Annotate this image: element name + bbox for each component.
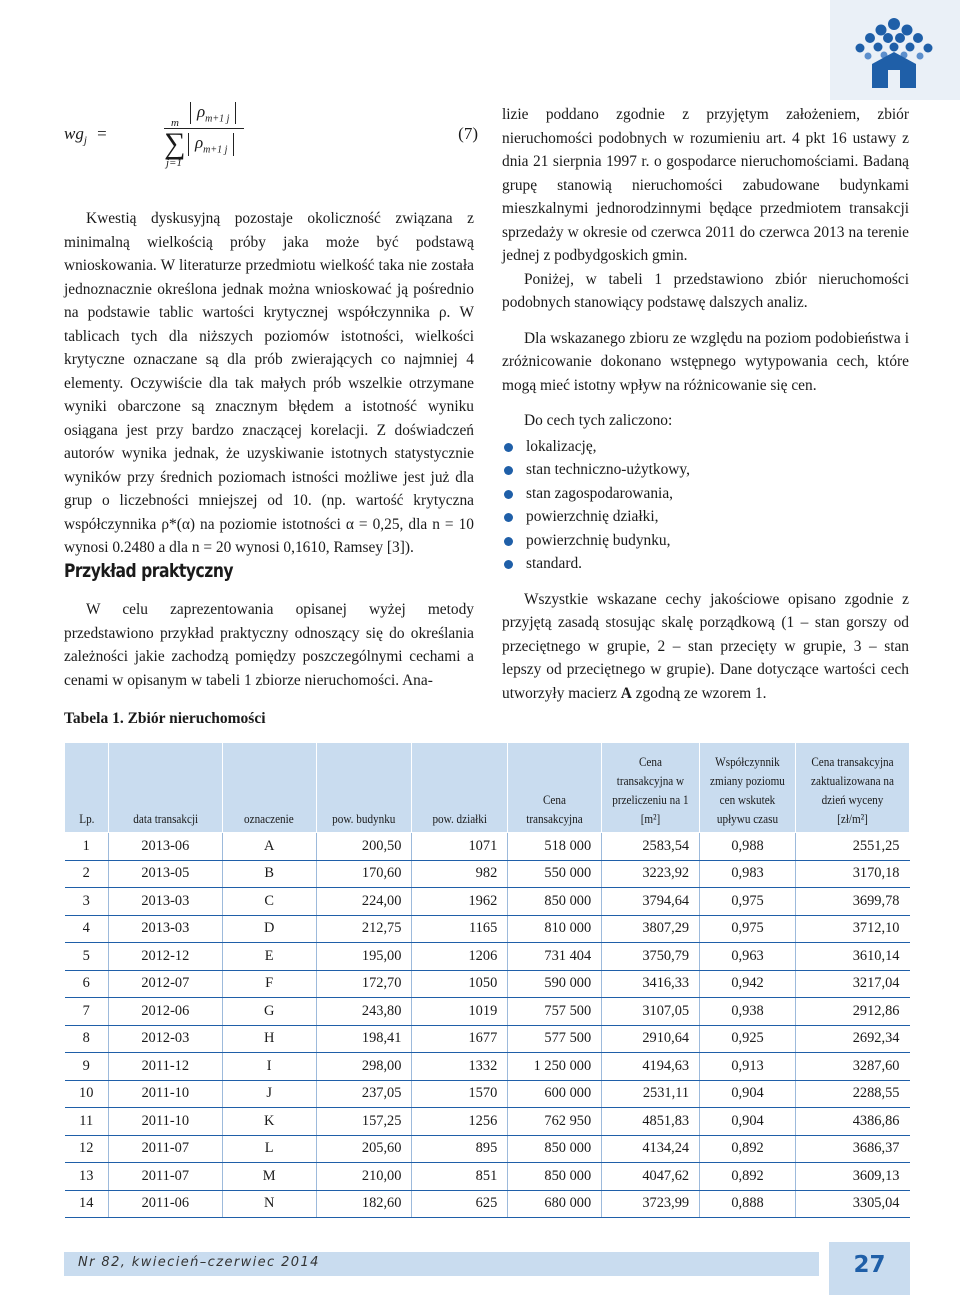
right-paragraph-2: Poniżej, w tabeli 1 przedstawiono zbiór nieruchomości podobnych stanowiący podstawę dalszych analiz. (502, 270, 909, 311)
table-cell: 237,05 (316, 1080, 412, 1108)
table-cell: 3686,37 (796, 1135, 910, 1163)
table-cell: 3217,04 (796, 970, 910, 998)
table-cell: 12 (65, 1135, 109, 1163)
feature-list-item: powierzchnię działki, (502, 505, 909, 529)
table-cell: 850 000 (508, 1135, 602, 1163)
table-cell: 7 (65, 998, 109, 1026)
table-cell: I (222, 1053, 316, 1081)
table-cell: 3750,79 (602, 943, 700, 971)
table-cell: 0,925 (700, 1025, 796, 1053)
footer-issue-bar (64, 1252, 819, 1276)
table-cell: 2011-10 (108, 1080, 222, 1108)
table-header-cell: Cena transakcyjna zaktualizowana na dzień wyceny [zł/m²] (796, 743, 910, 833)
table-cell: L (222, 1135, 316, 1163)
page-number: 27 (853, 1252, 886, 1278)
table-cell: 0,975 (700, 888, 796, 916)
table-cell: 170,60 (316, 860, 412, 888)
right-paragraph-3: Dla wskazanego zbioru ze względu na poziom podobieństwa i zróżnicowanie dokonano wstępnego wytypowania cech, które mogą mieć istotny wpływ na różnicowanie się cen. (502, 329, 909, 394)
table-header-row (65, 743, 910, 833)
feature-list-item: stan zagospodarowania, (502, 482, 909, 506)
table-cell: 157,25 (316, 1108, 412, 1136)
table-cell: 2912,86 (796, 998, 910, 1026)
feature-list-item: lokalizację, (502, 435, 909, 459)
sum-lower-limit: j=1 (166, 157, 182, 170)
table-cell: 757 500 (508, 998, 602, 1026)
table-row (65, 860, 910, 888)
table-cell: 0,988 (700, 833, 796, 861)
table-cell: M (222, 1163, 316, 1191)
table-cell: 198,41 (316, 1025, 412, 1053)
table-row (65, 888, 910, 916)
table-cell: D (222, 915, 316, 943)
table-cell: 298,00 (316, 1053, 412, 1081)
table-cell: 0,938 (700, 998, 796, 1026)
table-cell: 550 000 (508, 860, 602, 888)
table-cell: 810 000 (508, 915, 602, 943)
table-cell: 3107,05 (602, 998, 700, 1026)
table-row (65, 1163, 910, 1191)
table-cell: 4047,62 (602, 1163, 700, 1191)
table-cell: 2013-03 (108, 888, 222, 916)
table-cell: 3287,60 (796, 1053, 910, 1081)
table-header-cell: Cena transakcyjna w przeliczeniu na 1 [m²] (602, 743, 700, 833)
table-cell: 851 (412, 1163, 508, 1191)
table-cell: 0,975 (700, 915, 796, 943)
table-cell: 5 (65, 943, 109, 971)
table-cell: 2013-05 (108, 860, 222, 888)
footer-issue: Nr 82, kwiecień–czerwiec 2014 (78, 1255, 320, 1270)
matrix-symbol: A (620, 684, 632, 702)
table-cell: 1165 (412, 915, 508, 943)
table-cell: 14 (65, 1190, 109, 1218)
left-paragraph-2: W celu zaprezentowania opisanej wyżej metody przedstawiono przykład praktyczny odnoszący się do określania zależności jakie zachodzą pomiędzy poszczególnymi cechami a cenami w opisanym w tabeli 1 zbiorze nieruchomości. Ana- (64, 601, 474, 689)
table-row (65, 833, 910, 861)
table-row (65, 1025, 910, 1053)
table-cell: K (222, 1108, 316, 1136)
table-cell: C (222, 888, 316, 916)
equation-number: (7) (458, 124, 478, 143)
table-cell: 680 000 (508, 1190, 602, 1218)
right-paragraph-5-b: zgodną ze wzorem 1. (631, 684, 767, 702)
table-cell: 600 000 (508, 1080, 602, 1108)
table-cell: 2012-03 (108, 1025, 222, 1053)
table-header-cell: oznaczenie (222, 743, 316, 833)
table-cell: 0,892 (700, 1135, 796, 1163)
table-cell: 3723,99 (602, 1190, 700, 1218)
table-cell: 625 (412, 1190, 508, 1218)
table-cell: 1071 (412, 833, 508, 861)
table-cell: 3416,33 (602, 970, 700, 998)
table-row (65, 1080, 910, 1108)
table-cell: 1570 (412, 1080, 508, 1108)
table-cell: 212,75 (316, 915, 412, 943)
table-cell: 4386,86 (796, 1108, 910, 1136)
table-cell: 224,00 (316, 888, 412, 916)
table-cell: 3170,18 (796, 860, 910, 888)
denominator-abs (188, 133, 234, 155)
table-cell: 3712,10 (796, 915, 910, 943)
table-cell: 1332 (412, 1053, 508, 1081)
table-cell: 762 950 (508, 1108, 602, 1136)
table-cell: 2910,64 (602, 1025, 700, 1053)
table-cell: J (222, 1080, 316, 1108)
table-cell: 2011-06 (108, 1190, 222, 1218)
table-cell: 2013-06 (108, 833, 222, 861)
table-cell: 1206 (412, 943, 508, 971)
equation-equals: = (97, 124, 107, 143)
table-cell: 2012-12 (108, 943, 222, 971)
table-cell: 182,60 (316, 1190, 412, 1218)
table-cell: 6 (65, 970, 109, 998)
table-body (65, 833, 910, 1218)
table-row (65, 943, 910, 971)
table-cell: 2692,34 (796, 1025, 910, 1053)
table-cell: 850 000 (508, 1163, 602, 1191)
table-row (65, 1190, 910, 1218)
table-cell: 3794,64 (602, 888, 700, 916)
numerator-sub: m+1 j (205, 113, 230, 125)
table-row (65, 1053, 910, 1081)
table-cell: 0,904 (700, 1080, 796, 1108)
table-cell: 1 (65, 833, 109, 861)
table-cell: 3223,92 (602, 860, 700, 888)
right-paragraph-5-a: Wszystkie wskazane cechy jakościowe opisano zgodnie z przyjętą zasadą stosując skalę porządkową (1 – stan gorszy od przeciętnego w grupie, 2 – stan przecięty w grupie, 3 – stan lepszy od przeciętnego w grupie). Dane dotyczące wartości cech utworzyły macierz (502, 590, 909, 702)
table-cell: 2 (65, 860, 109, 888)
property-table (64, 742, 910, 1218)
feature-list-item: standard. (502, 552, 909, 576)
feature-list (502, 435, 909, 576)
denominator-rho: ρ (195, 133, 204, 153)
table-cell: 1019 (412, 998, 508, 1026)
table-cell: 2531,11 (602, 1080, 700, 1108)
table-cell: 200,50 (316, 833, 412, 861)
table-cell: H (222, 1025, 316, 1053)
table-cell: B (222, 860, 316, 888)
table-cell: 850 000 (508, 888, 602, 916)
table-cell: 8 (65, 1025, 109, 1053)
equation-7 (64, 98, 478, 178)
right-paragraph-4: Do cech tych zaliczono: (524, 412, 673, 429)
table-cell: 9 (65, 1053, 109, 1081)
table-cell: 1256 (412, 1108, 508, 1136)
publisher-logo (830, 0, 960, 100)
equation-lhs-symbol: wg (64, 124, 84, 143)
table-cell: 4851,83 (602, 1108, 700, 1136)
table-cell: 0,942 (700, 970, 796, 998)
table-cell: 0,904 (700, 1108, 796, 1136)
table-cell: 518 000 (508, 833, 602, 861)
table-cell: 3 (65, 888, 109, 916)
tree-house-logo-icon (848, 14, 940, 92)
sigma-icon: ∑ (164, 127, 186, 161)
table-cell: 2013-03 (108, 915, 222, 943)
table-header-cell: data transakcji (108, 743, 222, 833)
table-cell: 3609,13 (796, 1163, 910, 1191)
table-cell: 2551,25 (796, 833, 910, 861)
table-cell: 731 404 (508, 943, 602, 971)
equation-denominator (164, 117, 284, 170)
right-paragraph-1: lizie poddano zgodnie z przyjętym założeniem, zbiór nieruchomości podobnych w rozumieniu art. 4 pkt 16 ustawy z dnia 21 sierpnia 1997 r. o gospodarce nieruchomościami. Badaną grupę stanowią nieruchomości zabudowane budynkami mieszkalnymi jednorodzinnymi będące przedmiotem transakcji sprzedaży w okresie od czerwca 2011 do czerwca 2013 na terenie jednej z podbydgoskich gmin. (502, 106, 909, 264)
table-cell: 13 (65, 1163, 109, 1191)
table-cell: A (222, 833, 316, 861)
table-cell: 895 (412, 1135, 508, 1163)
table-cell: N (222, 1190, 316, 1218)
table-cell: 982 (412, 860, 508, 888)
table-cell: 1677 (412, 1025, 508, 1053)
table-cell: 0,913 (700, 1053, 796, 1081)
table-cell: 11 (65, 1108, 109, 1136)
table-cell: 243,80 (316, 998, 412, 1026)
table-cell: 0,888 (700, 1190, 796, 1218)
table-cell: 3699,78 (796, 888, 910, 916)
table-cell: 205,60 (316, 1135, 412, 1163)
feature-list-item: stan techniczno-użytkowy, (502, 458, 909, 482)
table-cell: 2011-10 (108, 1108, 222, 1136)
sum-upper-limit: m (171, 117, 179, 130)
table-cell: 590 000 (508, 970, 602, 998)
feature-list-item: powierzchnię budynku, (502, 529, 909, 553)
table-cell: 2011-12 (108, 1053, 222, 1081)
right-paragraph-5 (502, 588, 909, 706)
table-header-cell: pow. budynku (316, 743, 412, 833)
table-row (65, 1108, 910, 1136)
table-cell: 2011-07 (108, 1163, 222, 1191)
table-header-cell: Cena transakcyjna (508, 743, 602, 833)
left-column-text (64, 207, 474, 560)
numerator-rho: ρ (197, 102, 206, 121)
table-row (65, 998, 910, 1026)
table-row (65, 1135, 910, 1163)
table-cell: F (222, 970, 316, 998)
table-cell: 210,00 (316, 1163, 412, 1191)
table-header-cell: Lp. (65, 743, 109, 833)
section-heading: Przykład praktyczny (64, 560, 234, 582)
table-cell: 2583,54 (602, 833, 700, 861)
table-header-cell: pow. działki (412, 743, 508, 833)
table-cell: 2012-07 (108, 970, 222, 998)
table-cell: 577 500 (508, 1025, 602, 1053)
table-cell: 0,983 (700, 860, 796, 888)
table-cell: 4134,24 (602, 1135, 700, 1163)
table-cell: 4194,63 (602, 1053, 700, 1081)
equation-lhs (64, 124, 107, 146)
table-row (65, 915, 910, 943)
right-column-text (502, 103, 909, 705)
footer-page-box (829, 1242, 910, 1295)
table-cell: 195,00 (316, 943, 412, 971)
table-cell: 10 (65, 1080, 109, 1108)
table-cell: 0,963 (700, 943, 796, 971)
table-row (65, 970, 910, 998)
table-cell: 2288,55 (796, 1080, 910, 1108)
table-cell: G (222, 998, 316, 1026)
table-cell: E (222, 943, 316, 971)
table-cell: 2012-06 (108, 998, 222, 1026)
table-cell: 3807,29 (602, 915, 700, 943)
left-column-text-2 (64, 598, 474, 692)
denominator-sub: m+1 j (203, 144, 228, 156)
table-cell: 3610,14 (796, 943, 910, 971)
equation-lhs-sub: j (83, 134, 87, 147)
left-paragraph-1: Kwestią dyskusyjną pozostaje okoliczność związana z minimalną wielkością próby jaka może być podstawą wnioskowania. W literaturze przedmiotu wielkość taka nie została jednoznacznie określona jednak można wnioskować ją pośrednio na podstawie tablic wartości krytycznej współczynnika ρ. W tablicach tych dla niższych poziomów istotności, wielkości krytyczne oznaczane są dla prób zwierających co najmniej 4 elementy. Oczywiście dla tak małych prób wszelkie otrzymane wyniki obarczone są znacznym błędem a istotność wyniku osiągana jest przy bardzo znaczącej korelacji. Z doświadczeń autorów wynika jednak, że uzyskiwanie istotnych statystycznie wyników przy średnich poziomach istności możliwe jest już dla grup o liczebności mniejszej od 10. (np. wartość krytyczna współczynnika ρ*(α) na poziomie istotności α = 0,25, dla n = 10 wynosi 0.2480 a dla n = 20 wynosi 0,1610, Ramsey [3]). (64, 210, 474, 556)
table-cell: 0,892 (700, 1163, 796, 1191)
table-cell: 1962 (412, 888, 508, 916)
equation-fraction (164, 102, 284, 170)
table-cell: 2011-07 (108, 1135, 222, 1163)
table-caption: Tabela 1. Zbiór nieruchomości (64, 710, 266, 727)
equation-numerator (190, 102, 236, 124)
table-cell: 172,70 (316, 970, 412, 998)
table-cell: 3305,04 (796, 1190, 910, 1218)
table-cell: 4 (65, 915, 109, 943)
table-cell: 1050 (412, 970, 508, 998)
table-cell: 1 250 000 (508, 1053, 602, 1081)
table-header-cell: Współczynnik zmiany poziomu cen wskutek upływu czasu (700, 743, 796, 833)
